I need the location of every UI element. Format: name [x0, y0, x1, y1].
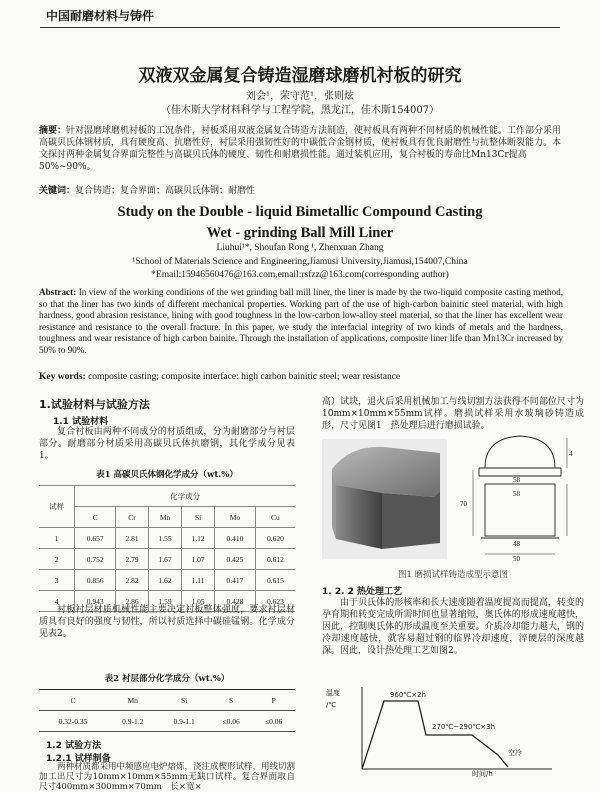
heat-treatment-chart — [322, 683, 584, 779]
authors-zh: 刘会¹，荣守范¹，张则炫 — [245, 91, 355, 102]
abstract-zh — [39, 125, 563, 173]
table-row — [39, 570, 295, 591]
table-cell: 0.32-0.35 — [39, 711, 107, 732]
abstract-en — [39, 287, 563, 357]
abstract-en-label: Abstract: — [39, 287, 77, 297]
right-col-para: 高）试块，退火后采用机械加工与线切割方法获得不同部位尺寸为10mm×10mm×55mm试样。磨损试样采用水玻璃砂铸造成形，尺寸见图1 热处理后进行磨损试验。 — [322, 397, 584, 431]
table2-col: Si — [158, 690, 209, 711]
table-cell: 0.657 — [75, 528, 116, 549]
table-cell: ≤0.06 — [252, 711, 295, 732]
table-cell: 0.943 — [75, 591, 116, 612]
section-1-2-2-heading: 1. 2. 2 热处理工艺 — [322, 587, 403, 597]
keywords-zh-text: 复合铸造；复合界面；高碳贝氏体钢；耐磨性 — [75, 186, 256, 196]
chart-process-line — [362, 701, 508, 769]
table-cell: 1.67 — [149, 549, 182, 570]
table-cell: 0.623 — [255, 591, 295, 612]
table-row — [39, 549, 295, 570]
table2-col: C — [39, 690, 107, 711]
table-cell: ≤0.06 — [210, 711, 253, 732]
chart-step3: 空冷 — [508, 749, 522, 757]
keywords-zh — [39, 183, 563, 196]
section-1-1-para: 复合衬板由两种不同成分的材质组成，分为耐磨部分与衬层部分。耐磨部分材质采用高碳贝氏体抗磨钢，其化学成分见表1。 — [39, 427, 295, 461]
fig1-dim: 70 — [460, 500, 467, 508]
chart-yunit: /℃ — [326, 701, 337, 709]
table-cell: 1 — [39, 528, 75, 549]
section-1-2-heading: 1.2 试验方法 — [46, 741, 102, 751]
fig1-dim: 4 — [569, 450, 573, 458]
journal-header: 中国耐磨材料与铸件 — [46, 9, 155, 23]
title-zh: 双液双金属复合铸造湿磨球磨机衬板的研究 — [138, 66, 462, 86]
table2-col-headers — [39, 690, 295, 711]
table-cell: 0.620 — [255, 528, 295, 549]
table1-caption: 表1 高碳贝氏体钢化学成分（wt.%） — [96, 470, 238, 480]
table2-col: Mn — [107, 690, 158, 711]
table-cell: 1.12 — [182, 528, 215, 549]
chart-step1: 960℃×2h — [390, 691, 426, 699]
fig1-dim: 50 — [513, 555, 520, 563]
table-cell: 3 — [39, 570, 75, 591]
table-cell: 2.79 — [116, 549, 149, 570]
chart-xlabel: 时间/h — [472, 770, 493, 778]
table1-col: Cu — [255, 507, 295, 528]
table-cell: 0.612 — [255, 549, 295, 570]
table1-col: Mn — [149, 507, 182, 528]
table-cell: 0.752 — [75, 549, 116, 570]
abstract-zh-label: 摘要： — [39, 126, 67, 136]
table-cell: 0.425 — [215, 549, 256, 570]
table2-col: S — [210, 690, 253, 711]
affiliation-en: ¹School of Materials Science and Engineering,Jiamusi University,Jiamusi,154007,China — [132, 257, 468, 267]
table1-col-headers — [39, 507, 295, 528]
table-cell: 2 — [39, 549, 75, 570]
wear-specimen-photo — [322, 439, 447, 559]
table-cell: 1.62 — [149, 570, 182, 591]
fig1-dim: 48 — [513, 540, 520, 548]
section-1-heading: 1.试验材料与试验方法 — [39, 398, 150, 411]
table-cell: 0.9-1.1 — [158, 711, 209, 732]
affiliation-zh: （佳木斯大学材料科学与工程学院，黑龙江，佳木斯154007） — [160, 105, 440, 116]
table-row — [39, 528, 295, 549]
table1-col: Cr — [116, 507, 149, 528]
heat-treatment-para: 由于贝氏体的形核率和长大速度随着温度提高而提高，转变的孕育期和转变完成所需时间也显著缩短，奥氏体的形成速度越快，因此，控制奥氏体的形成温度至关重要。介质冷却能力越大，钢的冷却速度越快，就容易超过钢的临界冷却速度，淬硬层的深度越深。因此，设计热处理工艺如图2。 — [322, 598, 584, 656]
table-cell: 0.428 — [215, 591, 256, 612]
table-cell: 0.856 — [75, 570, 116, 591]
table-cell: 2.81 — [116, 528, 149, 549]
section-1-2-1-para: 两种材质都采用中频感应电炉熔炼，浇注成楔形试样，用线切割加工出尺寸为10mm×10mm×55mm无缺口试样。复合界面取自尺寸400mm×300mm×70mm 长×宽× — [39, 762, 296, 792]
figure1-caption: 图1 磨损试样铸造成型示意图 — [397, 570, 509, 580]
keywords-zh-label: 关键词： — [39, 186, 76, 196]
table1-col: C — [75, 507, 116, 528]
table-cell: 0.417 — [215, 570, 256, 591]
keywords-en — [39, 372, 563, 382]
table-cell: 1.55 — [149, 528, 182, 549]
table-cell: 2.86 — [116, 591, 149, 612]
chart-ylabel: 温度 — [326, 689, 340, 697]
section-1-1-heading: 1.1 试验材料 — [53, 417, 109, 427]
table-cell: 4 — [39, 591, 75, 612]
title-en-line2: Wet - grinding Ball Mill Liner — [206, 225, 394, 241]
table-cell: 0.615 — [255, 570, 295, 591]
table-cell: 1.05 — [182, 591, 215, 612]
table2-caption: 表2 衬层部分化学成分（wt.%） — [104, 674, 230, 684]
title-en-line1: Study on the Double - liquid Bimetallic Compound Casting — [117, 204, 483, 220]
table-cell: 1.59 — [149, 591, 182, 612]
table-cell: 1.07 — [182, 549, 215, 570]
section-1-1-para2: 衬板衬层材质机械性能主要决定衬板整体强度，要求衬层材质具有良好的强度与韧性，所以衬质选择中碳硅锰钢。化学成分见表2。 — [39, 605, 295, 639]
abstract-zh-text: 针对湿磨球磨机衬板的工况条件，衬板采用双液金属复合铸造方法制造，使衬板具有两种不同材质的机械性能。工作部分采用高碳贝氏体钢材质，具有硬度高、抗磨性好，衬层采用强韧性好的中碳低合金钢材质，使衬板具有优良耐磨性与抗整体断裂能力。本文探讨两种金属复合界面完整性与高碳贝氏体的硬度、韧性和耐磨损性能。通过装机应用，复合衬板的寿命比Mn13Cr提高50%~90%。 — [39, 126, 562, 172]
table-row — [39, 711, 295, 732]
table1 — [39, 485, 295, 612]
table-cell: 0.9-1.2 — [107, 711, 158, 732]
title-en — [0, 202, 600, 244]
header-rule — [40, 27, 560, 28]
keywords-en-text: composite casting; composite interface: high carbon bainitic steel; wear resistance — [85, 372, 401, 382]
email-en: *Email:15946560476@163.com,email:rsfzz@163.com(corresponding author) — [151, 270, 449, 280]
abstract-en-text: In view of the working conditions of the wet grinding ball mill liner, the liner is made by the two-liquid composite casting method, so that the liner has two kinds of different mechanical properties. Working part of the use of high-carbon bainitic steel material, with high hardness, good abrasion resistance, lining with good toughness in the low-carbon low-alloy steel material, so that the liner has excellent wear resistance and resistance to the overall fracture. In this paper, we study the interfacial integrity of two kinds of metals and the hardness, toughness and wear resistance of high carbon bainite. Through the installation of applications, composite liner life than Mn13Cr increased by 50% to 90%. — [39, 287, 563, 355]
keywords-en-label: Key words: — [39, 372, 86, 382]
table1-group-header: 化学成分 — [75, 486, 295, 507]
table1-col: Si — [182, 507, 215, 528]
chart-step2: 270℃~290℃×3h — [432, 723, 496, 731]
table2-col: P — [252, 690, 295, 711]
table1-col: Mo — [215, 507, 256, 528]
table2 — [39, 689, 295, 732]
table-cell: 2.82 — [116, 570, 149, 591]
section-1-2-1-heading: 1.2.1 试样制备 — [46, 754, 111, 764]
specimen-drawing — [455, 426, 585, 562]
authors-en: Liuhui¹*, Shoufan Rong ¹, Zhenxuan Zhang — [216, 243, 384, 253]
table1-row-header: 试样 — [39, 486, 75, 528]
fig1-dim: 58 — [513, 476, 520, 484]
fig1-dim: 58 — [513, 490, 520, 498]
table-cell: 1.11 — [182, 570, 215, 591]
table-cell: 0.410 — [215, 528, 256, 549]
